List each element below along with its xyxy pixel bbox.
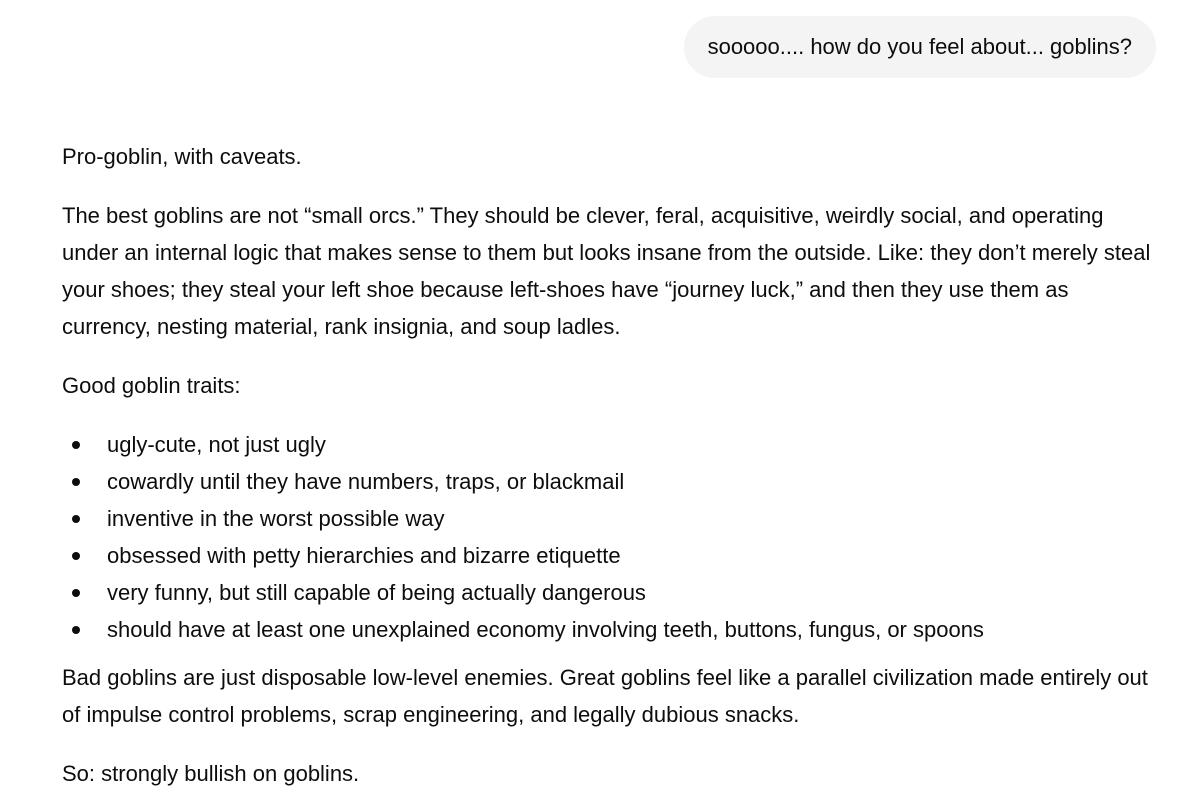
list-item: [62, 611, 1162, 648]
assistant-conclusion: So: strongly bullish on goblins.: [62, 761, 360, 786]
list-item-text: should have at least one unexplained economy involving teeth, buttons, fungus, or spoons: [107, 617, 984, 642]
traits-list: [62, 426, 1162, 648]
list-item: [62, 574, 1162, 611]
list-item: [62, 426, 1162, 463]
user-message-text: sooooo.... how do you feel about... goblins?: [707, 34, 1132, 59]
bullet-icon: [72, 441, 80, 449]
list-item-text: inventive in the worst possible way: [107, 506, 445, 531]
bullet-icon: [72, 478, 80, 486]
list-item: [62, 500, 1162, 537]
list-item: [62, 463, 1162, 500]
user-message-bubble: [684, 16, 1156, 78]
bullet-icon: [72, 589, 80, 597]
assistant-bad-goblins-paragraph: Bad goblins are just disposable low-level enemies. Great goblins feel like a parallel civilization made entirely out of impulse control problems, scrap engineering, and legally dubious snacks.: [62, 665, 1148, 727]
traits-heading: Good goblin traits:: [62, 373, 241, 398]
list-item: [62, 537, 1162, 574]
user-message-row: [684, 16, 1156, 78]
assistant-lead-paragraph: Pro-goblin, with caveats.: [62, 144, 302, 169]
assistant-body-paragraph: The best goblins are not “small orcs.” They should be clever, feral, acquisitive, weirdly social, and operating under an internal logic that makes sense to them but looks insane from the outside. Like: they don’t merely steal your shoes; they steal your left shoe because left-shoes have “journey luck,” and then they use them as currency, nesting material, rank insignia, and soup ladles.: [62, 203, 1151, 339]
list-item-text: very funny, but still capable of being actually dangerous: [107, 580, 646, 605]
list-item-text: ugly-cute, not just ugly: [107, 432, 326, 457]
bullet-icon: [72, 515, 80, 523]
bullet-icon: [72, 552, 80, 560]
list-item-text: obsessed with petty hierarchies and bizarre etiquette: [107, 543, 621, 568]
bullet-icon: [72, 626, 80, 634]
assistant-message: [62, 138, 1162, 792]
list-item-text: cowardly until they have numbers, traps, or blackmail: [107, 469, 625, 494]
